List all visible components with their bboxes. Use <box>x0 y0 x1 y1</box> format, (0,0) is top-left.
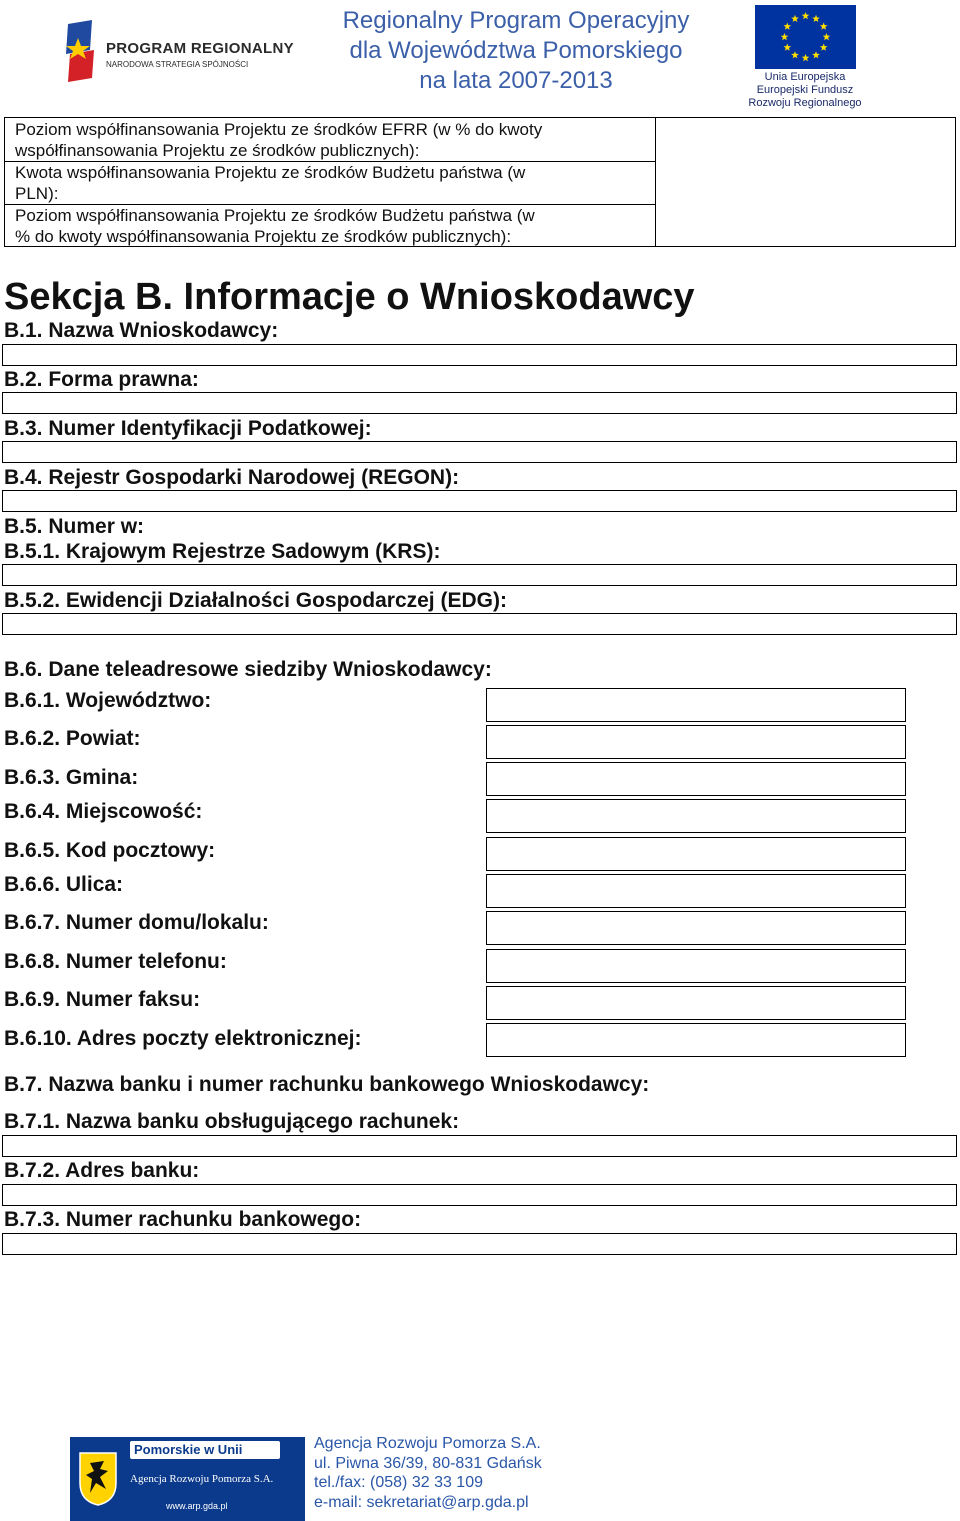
label-b63: B.6.3. Gmina: <box>4 766 139 789</box>
program-regionalny-logo <box>56 20 296 86</box>
field-b610[interactable] <box>486 1023 906 1057</box>
label-b72: B.7.2. Adres banku: <box>4 1159 200 1182</box>
label-b67: B.6.7. Numer domu/lokalu: <box>4 911 269 934</box>
logo-subtitle: NARODOWA STRATEGIA SPÓJNOŚCI <box>106 60 249 69</box>
eu-star <box>812 15 820 22</box>
field-b52[interactable] <box>2 613 957 635</box>
field-b72[interactable] <box>2 1184 957 1206</box>
financing-line: PLN): <box>15 184 59 203</box>
eu-star <box>820 44 828 51</box>
field-b51[interactable] <box>2 564 957 586</box>
eu-star <box>802 54 810 61</box>
value-column <box>655 118 656 246</box>
label-b610: B.6.10. Adres poczty elektronicznej: <box>4 1027 362 1050</box>
financing-line: współfinansowania Projektu ze środków publicznych): <box>15 141 420 160</box>
label-b62: B.6.2. Powiat: <box>4 727 141 750</box>
field-b1[interactable] <box>2 344 957 366</box>
label-b1: B.1. Nazwa Wnioskodawcy: <box>4 319 279 342</box>
footer-line: Agencja Rozwoju Pomorza S.A. <box>314 1435 541 1452</box>
eu-star <box>784 23 792 30</box>
financing-row-budget-percent <box>15 205 535 247</box>
label-b5: B.5. Numer w: <box>4 515 145 538</box>
field-b71[interactable] <box>2 1135 957 1157</box>
label-b6: B.6. Dane teleadresowe siedziby Wnioskodawcy: <box>4 658 492 681</box>
program-title-line: dla Województwa Pomorskiego <box>349 37 683 64</box>
footer-line: tel./fax: (058) 32 33 109 <box>314 1474 483 1491</box>
eu-star <box>781 33 789 40</box>
field-b68[interactable] <box>486 949 906 983</box>
label-b4: B.4. Rejestr Gospodarki Narodowej (REGON): <box>4 466 460 489</box>
financing-line: % do kwoty współfinansowania Projektu ze środków publicznych): <box>15 227 512 246</box>
eu-flag <box>755 5 856 69</box>
logo-agency-text: Agencja Rozwoju Pomorza S.A. <box>130 1473 274 1485</box>
eu-line: Unia Europejska <box>764 71 846 83</box>
logo-banner-text: Pomorskie w Unii <box>134 1442 243 1457</box>
footer-contact <box>314 1434 542 1512</box>
eu-stars-icon <box>755 5 856 69</box>
field-b66[interactable] <box>486 874 906 908</box>
financing-row-efrr <box>15 119 542 161</box>
eu-star <box>820 23 828 30</box>
label-b64: B.6.4. Miejscowość: <box>4 800 203 823</box>
eu-fund-text <box>730 71 880 110</box>
field-b4[interactable] <box>2 490 957 512</box>
financing-line: Poziom współfinansowania Projektu ze środków EFRR (w % do kwoty <box>15 120 543 139</box>
label-b3: B.3. Numer Identyfikacji Podatkowej: <box>4 417 372 440</box>
logo-title: PROGRAM REGIONALNY <box>106 40 294 57</box>
eu-star <box>791 15 799 22</box>
eu-star <box>791 51 799 58</box>
financing-table <box>4 117 956 247</box>
field-b73[interactable] <box>2 1233 957 1255</box>
label-b73: B.7.3. Numer rachunku bankowego: <box>4 1208 362 1231</box>
field-b62[interactable] <box>486 725 906 759</box>
label-b66: B.6.6. Ulica: <box>4 873 124 896</box>
section-title: Sekcja B. Informacje o Wnioskodawcy <box>4 276 695 318</box>
field-b61[interactable] <box>486 688 906 722</box>
field-b69[interactable] <box>486 986 906 1020</box>
field-b67[interactable] <box>486 911 906 945</box>
pomorskie-w-unii-logo <box>70 1437 305 1521</box>
field-b64[interactable] <box>486 799 906 833</box>
label-b69: B.6.9. Numer faksu: <box>4 988 201 1011</box>
financing-row-budget-amount <box>15 162 525 204</box>
footer-line: ul. Piwna 36/39, 80-831 Gdańsk <box>314 1454 542 1472</box>
eu-star <box>812 51 820 58</box>
field-b2[interactable] <box>2 392 957 414</box>
eu-line: Rozwoju Regionalnego <box>748 97 862 109</box>
financing-line: Kwota współfinansowania Projektu ze środków Budżetu państwa (w <box>15 163 526 182</box>
financing-line: Poziom współfinansowania Projektu ze środków Budżetu państwa (w <box>15 206 535 225</box>
label-b2: B.2. Forma prawna: <box>4 368 199 391</box>
eu-star <box>802 12 810 19</box>
logo-url-text: www.arp.gda.pl <box>166 1501 228 1511</box>
program-title-line: Regionalny Program Operacyjny <box>342 7 690 34</box>
eu-star <box>823 33 831 40</box>
eu-star <box>784 44 792 51</box>
field-b63[interactable] <box>486 762 906 796</box>
label-b65: B.6.5. Kod pocztowy: <box>4 839 216 862</box>
label-b52: B.5.2. Ewidencji Działalności Gospodarczej (EDG): <box>4 589 507 612</box>
label-b71: B.7.1. Nazwa banku obsługującego rachunek: <box>4 1110 460 1133</box>
eu-line: Europejski Fundusz <box>756 84 854 96</box>
label-b61: B.6.1. Województwo: <box>4 689 212 712</box>
label-b7: B.7. Nazwa banku i numer rachunku bankowego Wnioskodawcy: <box>4 1073 650 1096</box>
program-title-line: na lata 2007-2013 <box>419 67 613 94</box>
label-b68: B.6.8. Numer telefonu: <box>4 950 227 973</box>
program-title <box>316 6 716 96</box>
field-b65[interactable] <box>486 837 906 871</box>
field-b3[interactable] <box>2 441 957 463</box>
griffin-emblem-icon <box>78 1451 118 1507</box>
footer-line: e-mail: sekretariat@arp.gda.pl <box>314 1493 529 1511</box>
label-b51: B.5.1. Krajowym Rejestrze Sadowym (KRS): <box>4 540 441 563</box>
